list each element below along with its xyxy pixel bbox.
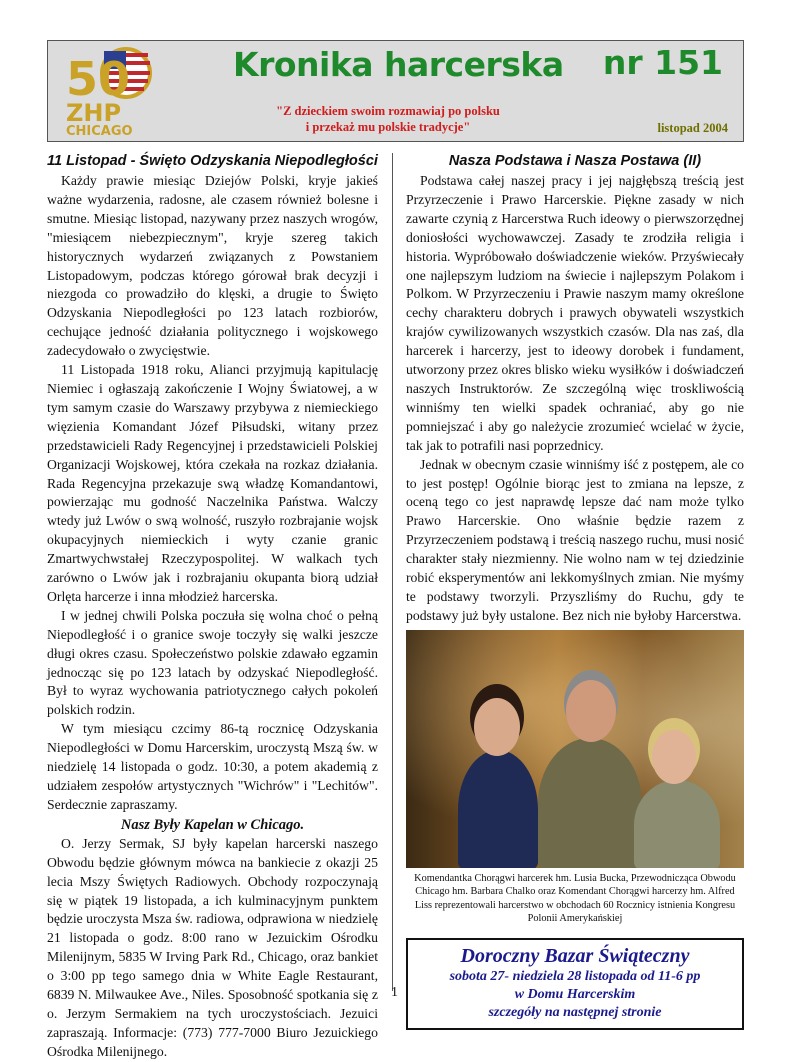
- article-paragraph: I w jednej chwili Polska poczuła się wolna choć o pełną Niepodległość i o granice swoje toczyły się walki jeszcze długi okres czasu. Społeczeństwo polskie zdawało egzamin jednocząc się po 123 latach by odzyskać Niepodległość. Był to wyraz wychowania patriotycznego całych pokoleń polskich rodzin.: [47, 607, 378, 718]
- photo-person-left: [458, 750, 538, 868]
- bazar-title: Doroczny Bazar Świąteczny: [460, 945, 690, 968]
- article-paragraph: W tym miesiącu czcimy 86-tą rocznicę Odzyskania Niepodległości w Domu Harcerskim, uroczystą Mszą św. w niedzielę 14 listopada o godz. 10:30, a potem akademią z udziałem zespołów artystycznych "Wichrów" i "Lechitów". Serdecznie zapraszamy.: [47, 721, 378, 812]
- svg-text:50: 50: [66, 52, 131, 106]
- photo-person-left-head: [474, 698, 520, 756]
- issue-date: listopad 2004: [657, 121, 728, 135]
- group-photo: [406, 630, 744, 868]
- masthead: [47, 40, 744, 142]
- photo-person-center-head: [566, 680, 616, 742]
- motto: [238, 103, 538, 135]
- bazar-details-note: szczegóły na następnej stronie: [488, 1005, 662, 1021]
- article-heading-chaplain: Nasz Były Kapelan w Chicago.: [120, 816, 305, 833]
- photo-person-right-head: [652, 730, 696, 784]
- bazar-announcement-box: [406, 938, 744, 1030]
- column-divider: [392, 153, 393, 991]
- article-heading-foundation: Nasza Podstawa i Nasza Postawa (II): [448, 153, 702, 169]
- photo-person-right: [634, 780, 720, 868]
- article-paragraph: Podstawa całej naszej pracy i jej najgłębszą treścią jest Przyrzeczenie i Prawo Harcerskie. Piękne zasady w nich zawarte czynią z Harcerstwa Ruch ideowy o pierwszorzędnej doniosłości wychowawczej. Zasady te zrodziła religia i historia. Wypróbowało doświadczenie wieków. Przyświecały one najlepszym ludziom na świecie i najlepszym Polakom i Polkom. W Przyrzeczeniu i Prawie naszym mamy określone cechy charakteru dobrych i prawych obywateli wszystkich krajów cywilizowanych wszystkich czasów. Dla nas zaś, dla harcerek i harcerzy, jest to ideowy dorobek i fundament, utworzony przez okres blisko wieku wysiłków i doświadczeń naszych Instruktorów. Ze szczególną więc troskliwością winniśmy ten wielki spadek ochraniać, aby go nie pomniejszać i aby go należycie zrozumieć wcielać w życie, tak jak to potrafili nasi poprzednicy.: [406, 173, 744, 453]
- right-column: [406, 153, 744, 1030]
- newsletter-title: Kronika harcerska: [233, 45, 564, 84]
- motto-line-1: "Z dzieckiem swoim rozmawiaj po polsku: [276, 104, 500, 118]
- motto-line-2: i przekaż mu polskie tradycje": [305, 120, 471, 134]
- left-column: [47, 153, 378, 1062]
- page-number: 1: [391, 985, 398, 1000]
- issue-number: nr 151: [602, 43, 723, 82]
- photo-person-center: [538, 738, 642, 868]
- zhp-chicago-logo: [64, 45, 156, 137]
- bazar-location: w Domu Harcerskim: [514, 987, 636, 1003]
- article-paragraph: 11 Listopada 1918 roku, Alianci przyjmują kapitulację Niemiec i ogłaszają zakończenie I Wojny Światowej, a w tym samym czasie do Warszawy przybywa z niemieckiego więzienia Komandant Józef Piłsudski, witany przez przedstawicieli Rady Regencyjnej i przedstawicieli Polskiej Organizacji Wojskowej, która czekała na rozkaz działania. Rada Regencyjna przekazuje swą władzę Komandantowi, powierzając mu godność Naczelnika Państwa. Walczy wtedy już Lwów o swą wolność, ruszyło rozbrajanie wojsk okupacyjnych niemieckich i wyty czanie granic Zmartwychwstałej Rzeczypospolitej. W walkach tych zarówno o Lwów jak i rozbrajaniu okupanta biorą udział Orlęta harcerze i inna młodzież harcerska.: [47, 362, 378, 604]
- article-paragraph: Każdy prawie miesiąc Dziejów Polski, kryje jakieś ważne wydarzenia, radosne, ale czasem również bolesne i smutne. Miesiąc listopad, nazywany przez naszych wrogów, "miesiącem niebezpiecznym", kryje szereg takich historycznych wydarzeń związanych z Powstaniem Listopadowym, podczas którego górował brak decyzji i niezgoda co prowadziło do klęski, a drugie to Święto Odzyskania Niepodległości po 123 latach rozbiorów, cechujące jedność działania politycznego i wojskowego zadecydowało o zwycięstwie.: [47, 173, 378, 359]
- bazar-dates: sobota 27- niedziela 28 listopada od 11-6 pp: [449, 969, 701, 985]
- svg-text:CHICAGO: CHICAGO: [66, 124, 133, 137]
- photo-caption: Komendantka Chorągwi harcerek hm. Lusia Bucka, Przewodnicząca Obwodu Chicago hm. Barbara Chalko oraz Komendant Chorągwi harcerzy hm. Alfred Liss reprezentowali harcerstwo w obchodach 60 Rocznicy istnienia Kongresu Polonii Amerykańskiej: [414, 872, 736, 924]
- article-paragraph: O. Jerzy Sermak, SJ były kapelan harcerski naszego Obwodu będzie głównym mówca na bankiecie z okazji 25 lecia Mszy Świętych Radiowych. Obchody rozpoczynają się w piątek 19 listopada, a ich kulminacyjnym punktem będzie uroczysta Msza św. radiowa, odprawiona w niedzielę 21 listopada o godz. 8:00 rano w Jezuickim Ośrodku Milenijnym, 5835 W Irving Park Rd., Chicago, oraz bankiet o 3:00 pp tego samego dnia w White Eagle Restaurant, 6839 N. Milwaukee Ave., Niles. Sposobność spotkania się z o. Jerzym Sermakiem na tych uroczystościach. Jezuici zapraszają. Informacje: (773) 777-7000 Biuro Jezuickiego Ośrodka Milenijnego.: [47, 835, 378, 1059]
- article-heading-independence: 11 Listopad - Święto Odzyskania Niepodległości: [47, 153, 378, 169]
- article-paragraph: Jednak w obecnym czasie winniśmy iść z postępem, ale co to jest postęp! Ogólnie biorąc jest to zmiana na lepsze, z oceną tego co jest naprawdę lepsze dać nam może tylko Prawo Harcerskie. Ono właśnie będzie razem z Przyrzeczeniem podstawą i treścią naszego ruchu, musi nosić charakter stały niezmienny. Nie wolno nam w tej dziedzinie robić eksperymentów ani lekkomyślnych zmian. Nie myśmy te podstawy tworzyli. Przyszliśmy do Ruchu, gdy te podstawy już były ustalone. Bez nich nie byłoby Harcerstwa.: [406, 456, 744, 623]
- svg-text:ZHP: ZHP: [66, 99, 122, 127]
